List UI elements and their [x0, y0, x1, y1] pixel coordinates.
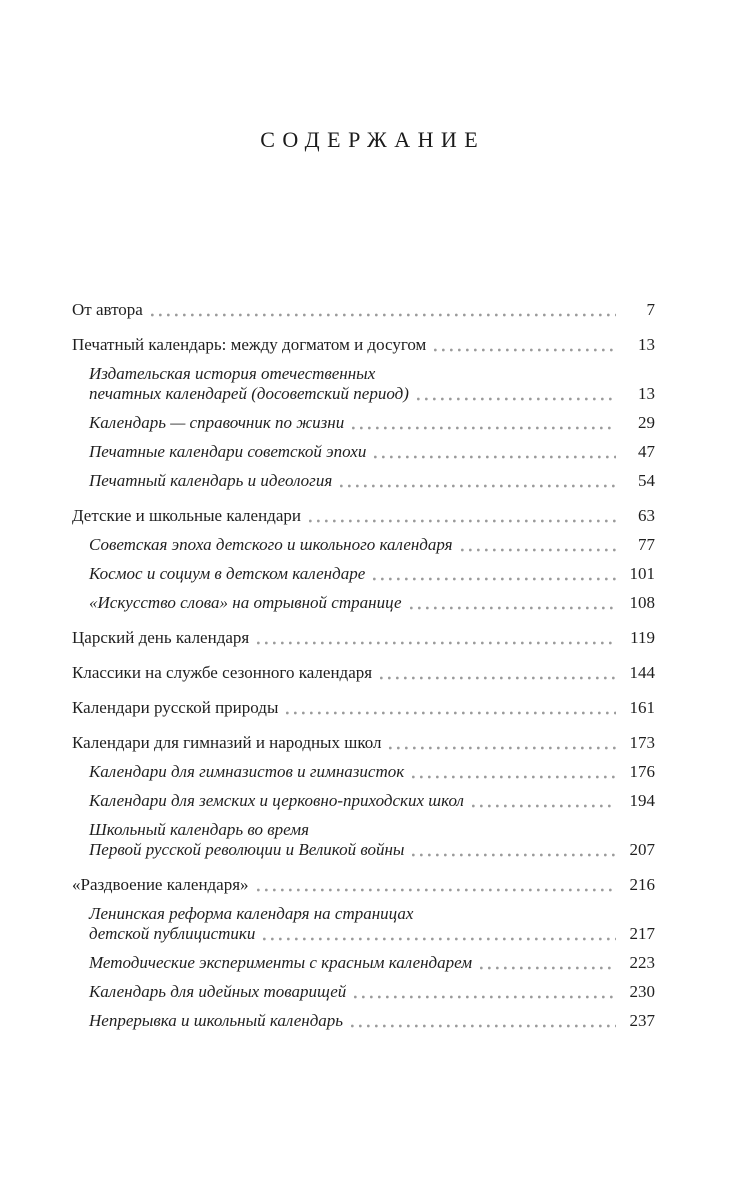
toc-entry-page: 173 — [629, 733, 655, 752]
dot-leader — [286, 711, 616, 715]
toc-entry — [72, 733, 655, 753]
dot-leader — [380, 676, 616, 680]
toc-entry — [72, 564, 655, 584]
toc-entry-title: Печатные календари советской эпохи — [89, 442, 367, 461]
toc-entry-title: Печатный календарь: между догматом и досугом — [72, 335, 427, 354]
toc-entry-title: Классики на службе сезонного календаря — [72, 663, 373, 682]
toc-entry-page: 63 — [638, 506, 655, 525]
toc-entry-page: 54 — [638, 471, 655, 490]
toc-entry-title: Календари для гимназистов и гимназисток — [89, 762, 405, 781]
dot-leader — [340, 484, 616, 488]
dot-leader — [389, 746, 616, 750]
toc-entry — [72, 875, 655, 895]
page-title: СОДЕРЖАНИЕ — [260, 127, 486, 152]
dot-leader — [257, 641, 616, 645]
toc-entry — [72, 820, 655, 860]
toc-entry-page: 77 — [638, 535, 655, 554]
dot-leader — [410, 606, 616, 610]
toc-entry — [72, 762, 655, 782]
toc-entry-title: Печатный календарь и идеология — [89, 471, 333, 490]
toc-entry-page: 144 — [629, 663, 655, 682]
toc-entry-title: Календари для земских и церковно-приходских школ — [89, 791, 464, 810]
toc-entry-title: Методические эксперименты с красным календарем — [89, 953, 473, 972]
dot-leader — [263, 937, 616, 941]
toc-entry-title-line2: печатных календарей (досоветский период) — [89, 384, 409, 403]
toc-entry-page: 108 — [629, 593, 655, 612]
toc-entry — [72, 364, 655, 404]
toc-entry — [72, 953, 655, 973]
toc-entry-title-line2: детской публицистики — [89, 924, 256, 943]
toc-entry — [72, 413, 655, 433]
toc-entry-title-line1: Издательская история отечественных — [89, 364, 376, 383]
toc-entry-title: Советская эпоха детского и школьного календаря — [89, 535, 453, 554]
toc-entry — [72, 698, 655, 718]
toc-entry-page: 194 — [629, 791, 655, 810]
dot-leader — [472, 804, 616, 808]
toc-entry-page: 176 — [629, 762, 655, 781]
toc-entry-page: 119 — [630, 628, 655, 647]
toc-entry-title-line2: Первой русской революции и Великой войны — [89, 840, 405, 859]
toc-entry — [72, 300, 655, 320]
toc-entry-page: 216 — [629, 875, 655, 894]
toc-entry-page: 47 — [638, 442, 655, 461]
dot-leader — [351, 1024, 616, 1028]
toc-entry-page: 207 — [629, 840, 655, 859]
dot-leader — [373, 577, 616, 581]
toc-entry — [72, 663, 655, 683]
toc-entry-page: 13 — [638, 335, 655, 354]
dot-leader — [412, 775, 616, 779]
dot-leader — [352, 426, 616, 430]
dot-leader — [461, 548, 616, 552]
toc-entry — [72, 535, 655, 555]
dot-leader — [151, 313, 616, 317]
toc-entry-title: Календари для гимназий и народных школ — [72, 733, 382, 752]
dot-leader — [257, 888, 616, 892]
toc-entry — [72, 442, 655, 462]
toc-entry — [72, 593, 655, 613]
toc-entry-page: 230 — [629, 982, 655, 1001]
toc-entry — [72, 1011, 655, 1031]
toc-entry-page: 101 — [629, 564, 655, 583]
toc-entry-page: 13 — [638, 384, 655, 403]
dot-leader — [374, 455, 616, 459]
toc-entry-title: Космос и социум в детском календаре — [89, 564, 366, 583]
toc-entry-page: 161 — [629, 698, 655, 717]
toc-entry-page: 7 — [646, 300, 655, 319]
toc-entry-page: 237 — [629, 1011, 655, 1030]
toc-entry-title: Календарь — справочник по жизни — [89, 413, 345, 432]
toc-entry-page: 29 — [638, 413, 655, 432]
toc-entry-page: 217 — [629, 924, 655, 943]
dot-leader — [309, 519, 616, 523]
toc-entry-title: Непрерывка и школьный календарь — [89, 1011, 344, 1030]
toc-entry — [72, 904, 655, 944]
dot-leader — [434, 348, 616, 352]
dot-leader — [417, 397, 616, 401]
toc-entry-title: Календари русской природы — [72, 698, 279, 717]
toc-entry-title: «Искусство слова» на отрывной странице — [89, 593, 402, 612]
toc-entry — [72, 335, 655, 355]
toc-entry-title: От автора — [72, 300, 143, 319]
table-of-contents — [72, 300, 655, 1031]
toc-entry — [72, 471, 655, 491]
toc-entry-title: Детские и школьные календари — [72, 506, 301, 525]
toc-entry — [72, 982, 655, 1002]
toc-entry — [72, 791, 655, 811]
dot-leader — [354, 995, 616, 999]
toc-entry-title: Календарь для идейных товарищей — [89, 982, 347, 1001]
toc-entry-title-line1: Школьный календарь во время — [89, 820, 310, 839]
toc-entry — [72, 506, 655, 526]
dot-leader — [480, 966, 616, 970]
toc-entry-page: 223 — [629, 953, 655, 972]
toc-entry-title: «Раздвоение календаря» — [72, 875, 249, 894]
toc-entry-title-line1: Ленинская реформа календаря на страницах — [89, 904, 414, 923]
toc-entry-title: Царский день календаря — [72, 628, 250, 647]
toc-entry — [72, 628, 655, 648]
dot-leader — [412, 853, 616, 857]
